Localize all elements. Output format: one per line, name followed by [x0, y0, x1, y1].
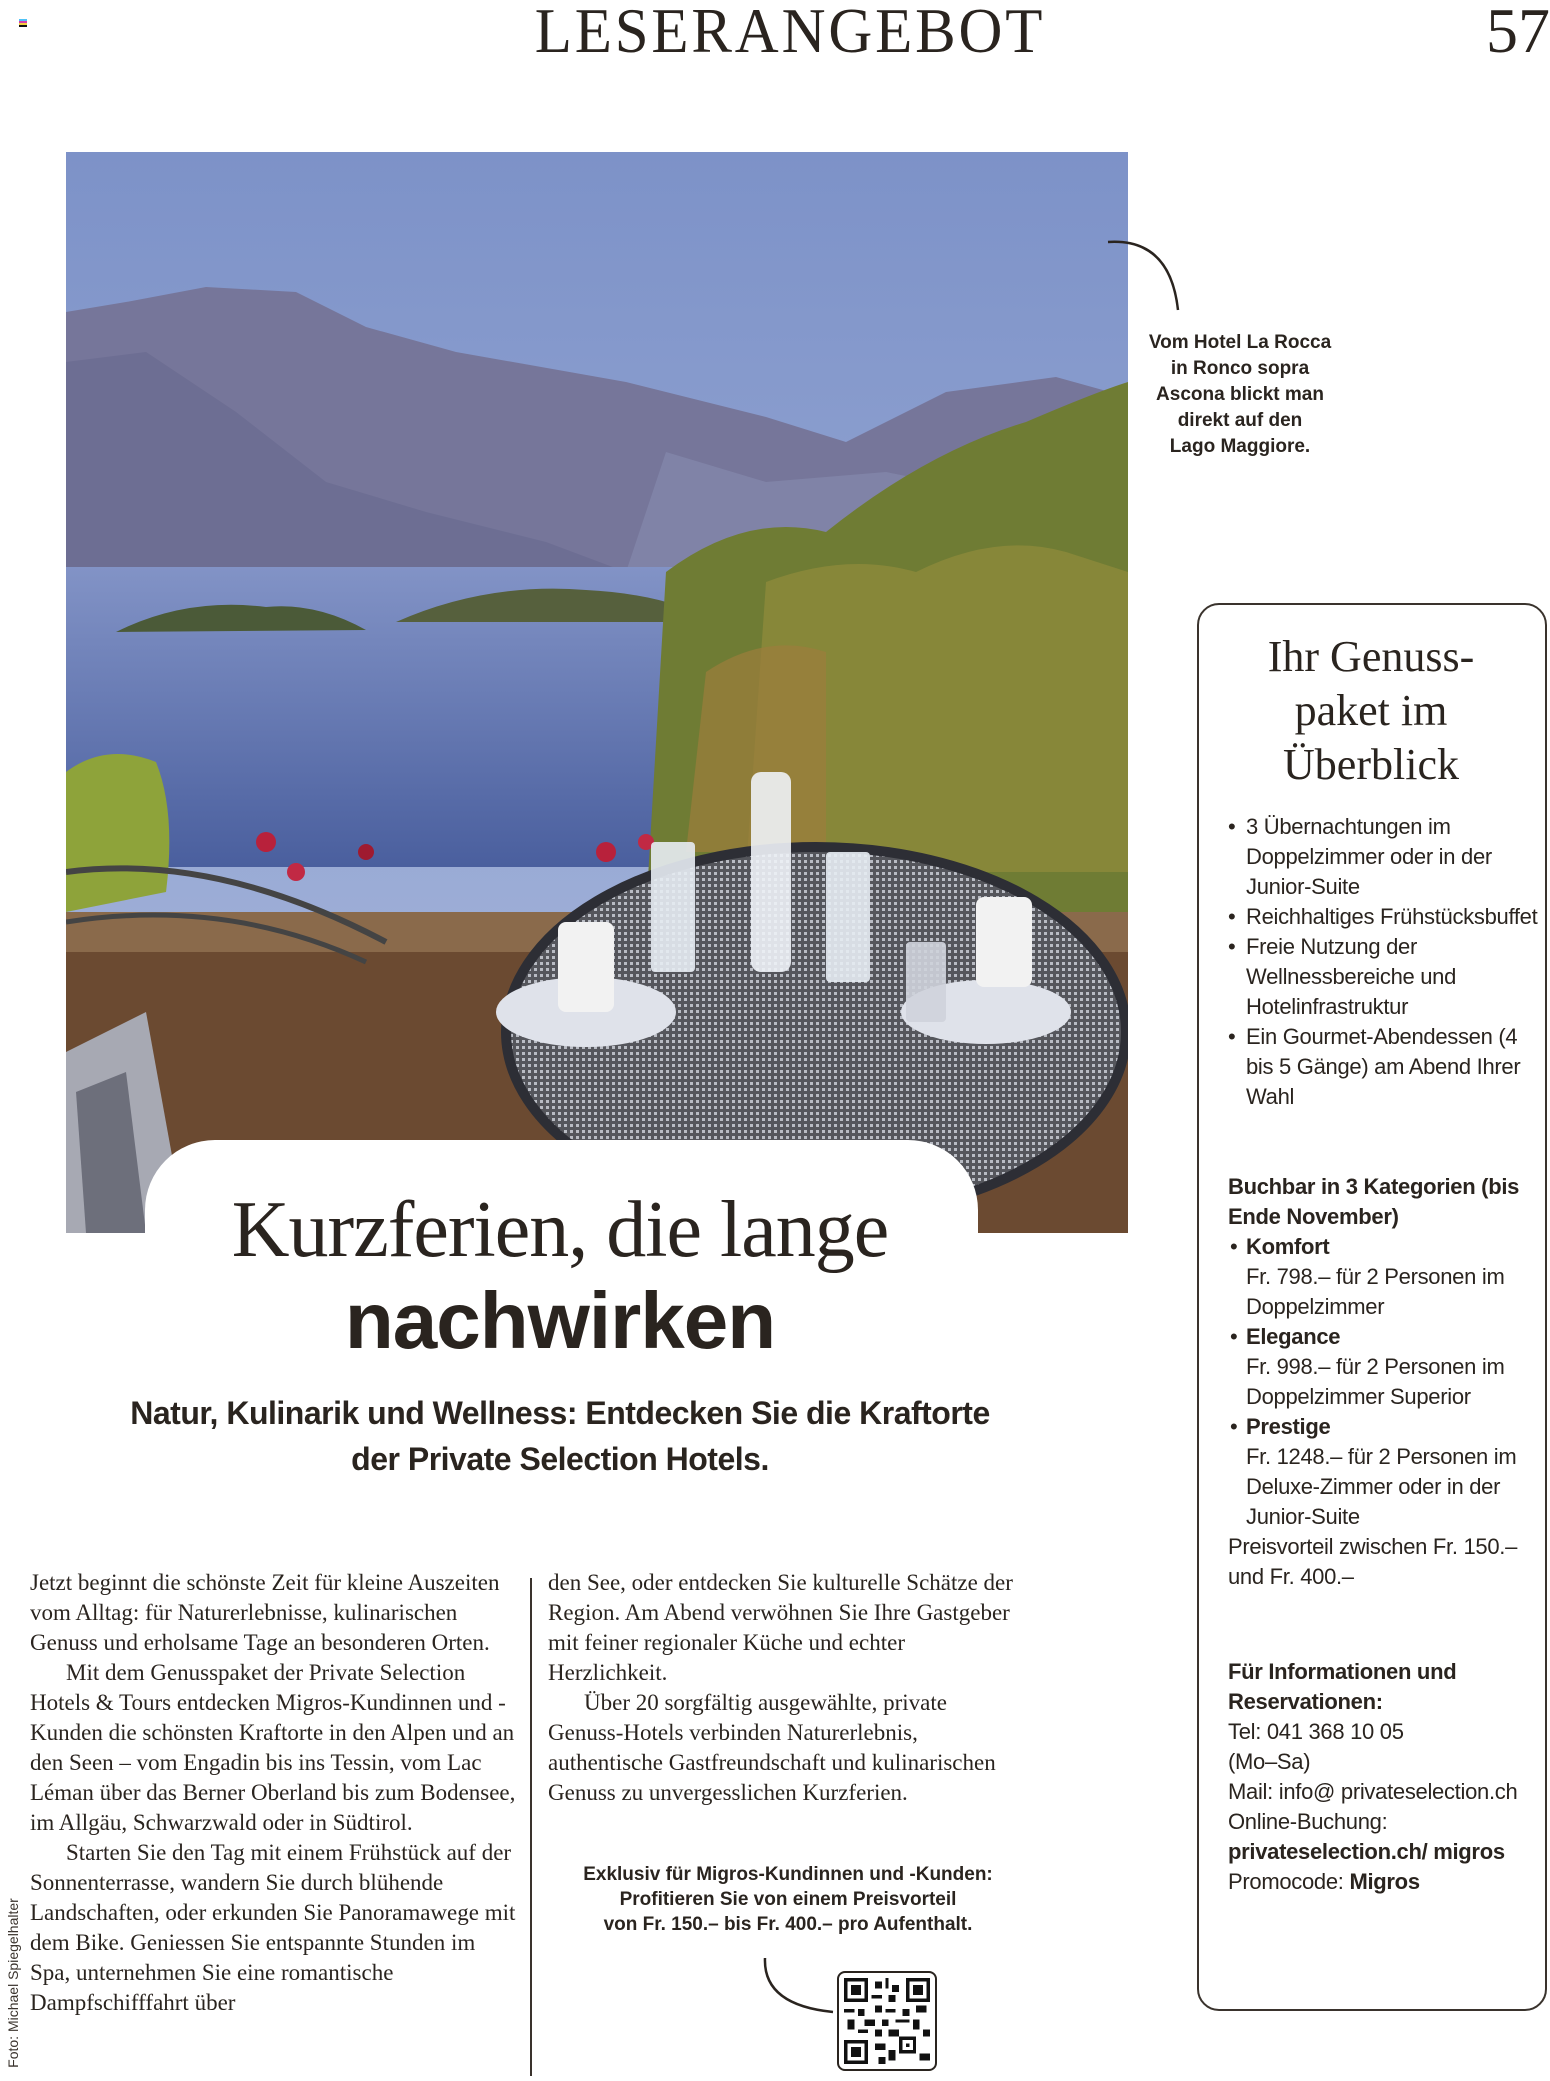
body-paragraph: Starten Sie den Tag mit einem Frühstück auf der Sonnenterrasse, wandern Sie durch blühende Landschaften, oder erkunden Sie Panoramawege mit dem Bike. Geniessen Sie entspannte Stunden im Spa, unternehmen Sie eine romantische Dampfschifffahrt über: [30, 1840, 516, 2015]
promo-line: Profitieren Sie von einem Preisvorteil: [619, 1889, 957, 1910]
caption-line: Vom Hotel La Rocca: [1148, 332, 1332, 353]
photo-caption: [1130, 330, 1350, 460]
savings-note: Preisvorteil zwischen Fr. 150.– und Fr. 400.–: [1228, 1534, 1518, 1589]
body-column-left: [30, 1568, 516, 2018]
category-details: Fr. 998.– für 2 Personen im Doppelzimmer Superior: [1246, 1354, 1505, 1409]
booking-heading: Buchbar in 3 Kategorien (bis Ende November): [1228, 1174, 1520, 1229]
caption-line: Lago Maggiore.: [1169, 436, 1311, 457]
lead-text: Natur, Kulinarik und Wellness: Entdecken Sie die Kraftorte der Private Selection Hotels.: [130, 1395, 990, 1477]
phone-number[interactable]: Tel: 041 368 10 05: [1228, 1719, 1404, 1744]
online-booking-label: Online-Buchung:: [1228, 1809, 1388, 1834]
category-name: • Elegance: [1246, 1324, 1341, 1349]
promo-box: [548, 1862, 1028, 1937]
qr-pointer-line: [755, 1950, 835, 2020]
info-title-line: Überblick: [1283, 740, 1459, 789]
caption-line: in Ronco sopra: [1170, 358, 1310, 379]
body-paragraph: Jetzt beginnt die schönste Zeit für kleine Auszeiten vom Alltag: für Naturerlebnisse, kulinarischen Genuss und erholsame Tage an besonderen Orten.: [30, 1570, 500, 1655]
qr-code-icon[interactable]: [837, 1971, 937, 2071]
info-box-title: [1210, 630, 1532, 792]
category-item: [1228, 1412, 1538, 1532]
category-item: [1228, 1322, 1538, 1412]
feature-item: • Reichhaltiges Frühstücksbuffet: [1228, 902, 1538, 932]
package-features-list: [1228, 812, 1538, 1112]
category-name: • Prestige: [1246, 1414, 1331, 1439]
booking-categories: [1228, 1172, 1538, 1592]
feature-item: • Freie Nutzung der Wellnessbereiche und Hotelinfrastruktur: [1228, 932, 1538, 1022]
feature-item: • Ein Gourmet-Abendessen (4 bis 5 Gänge) am Abend Ihrer Wahl: [1228, 1022, 1538, 1112]
category-item: [1228, 1232, 1538, 1322]
photo-credit: Foto: Michael Spiegelhalter: [5, 1898, 21, 2068]
email-line: [1228, 1777, 1538, 1807]
body-column-right: [548, 1568, 1028, 1808]
column-divider: [530, 1578, 532, 2076]
category-details: Fr. 798.– für 2 Personen im Doppelzimmer: [1246, 1264, 1505, 1319]
promo-code: Migros: [1349, 1869, 1420, 1894]
phone-hours: (Mo–Sa): [1228, 1749, 1311, 1774]
email-label: Mail:: [1228, 1779, 1279, 1804]
section-title: LESERANGEBOT: [534, 0, 1046, 66]
feature-item: • 3 Übernachtungen im Doppelzimmer oder in der Junior-Suite: [1228, 812, 1538, 902]
body-paragraph: Über 20 sorgfältig ausgewählte, private Genuss-Hotels verbinden Naturerlebnis, authentische Gastfreundschaft und kulinarischen Genuss zu unvergesslichen Kurzferien.: [548, 1690, 996, 1805]
info-title-line: paket im: [1294, 686, 1448, 735]
online-booking-link[interactable]: privateselection.ch/ migros: [1228, 1839, 1505, 1864]
body-paragraph: den See, oder entdecken Sie kulturelle Schätze der Region. Am Abend verwöhnen Sie Ihre Gastgeber mit feiner regionaler Küche und echter Herzlichkeit.: [548, 1570, 1013, 1685]
caption-line: direkt auf den: [1177, 410, 1303, 431]
category-details: Fr. 1248.– für 2 Personen im Deluxe-Zimmer oder in der Junior-Suite: [1246, 1444, 1517, 1529]
body-paragraph: Mit dem Genusspaket der Private Selection Hotels & Tours entdecken Migros-Kundinnen und -Kunden die schönsten Kraftorte in den Alpen und an den Seen – vom Engadin bis ins Tessin, vom Lac Léman über das Berner Oberland bis zum Bodensee, im Allgäu, Schwarzwald oder in Südtirol.: [30, 1660, 516, 1835]
print-color-mark: [19, 19, 27, 28]
caption-pointer-line: [1100, 230, 1200, 320]
headline-light: Kurzferien, die lange: [231, 1186, 889, 1274]
info-title-line: Ihr Genuss-: [1267, 632, 1475, 681]
promo-code-line: [1228, 1867, 1538, 1897]
promo-line: von Fr. 150.– bis Fr. 400.– pro Aufenthalt.: [603, 1914, 973, 1935]
promo-code-label: Promocode:: [1228, 1869, 1350, 1894]
promo-line: Exklusiv für Migros-Kundinnen und -Kunden:: [583, 1864, 993, 1885]
caption-line: Ascona blickt man: [1156, 384, 1324, 405]
email-link[interactable]: info@ privateselection.ch: [1278, 1779, 1518, 1804]
lake-terrace-illustration: [66, 152, 1128, 1233]
page-number: 57: [1486, 0, 1550, 66]
hero-photo: [66, 152, 1128, 1233]
headline-bold: nachwirken: [344, 1276, 776, 1365]
contact-info: [1228, 1657, 1538, 1897]
contact-heading: Für Informationen und Reservationen:: [1228, 1659, 1457, 1714]
category-name: • Komfort: [1246, 1234, 1330, 1259]
